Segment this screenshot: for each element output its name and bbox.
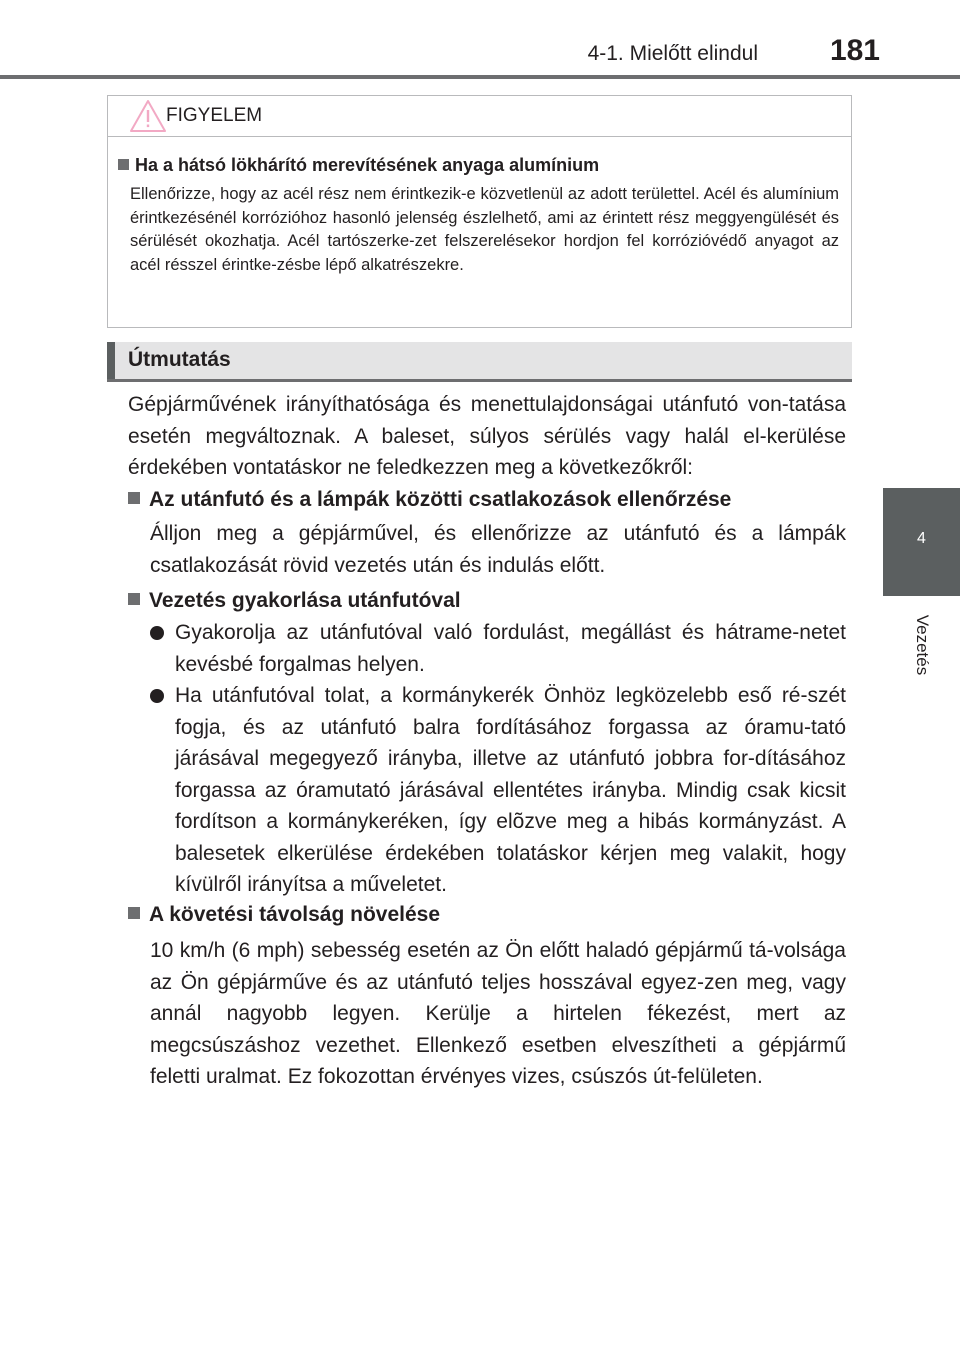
square-bullet-icon bbox=[128, 907, 140, 919]
chapter-label-text: Vezetés bbox=[912, 614, 932, 676]
section-intro: Gépjárművének irányíthatósága és menettulajdonságai utánfutó von-tatása esetén megváltoznak. A baleset, súlyos sérülés vagy halál el-kerülése érdekében vontatáskor ne feledkezzen meg a következőkről: bbox=[128, 393, 846, 479]
subheading-connections bbox=[128, 484, 731, 516]
section-heading-accent bbox=[107, 342, 115, 379]
caution-subheading-text: Ha a hátsó lökhárító merevítésének anyaga alumínium bbox=[135, 155, 600, 175]
subheading-following-distance bbox=[128, 899, 440, 931]
subheading-practice bbox=[128, 585, 461, 617]
round-bullet-icon bbox=[150, 689, 164, 703]
caution-subheading bbox=[118, 155, 599, 176]
warning-triangle-icon bbox=[128, 98, 168, 134]
subheading-text: Vezetés gyakorlása utánfutóval bbox=[149, 589, 461, 612]
bullet-reversing: Ha utánfutóval tolat, a kormánykerék Önhöz legközelebb eső ré-szét fogja, és az utánfutó balra fordításához forgassa az óramu-tató járásával megegyező irányba, illetve az utánfutó jobbra for-dításához forgassa az óramutató járásával ellentétes irányba. Mindig csak kicsit fordítson a kormánykeréken, így elõzve meg a hibás kormányzást. A balesetek elkerülése érdekében tolatáskor kérjen meg valakit, hogy kívülről irányítsa a műveletet. bbox=[175, 684, 846, 896]
section-title: Útmutatás bbox=[128, 348, 231, 371]
section-heading bbox=[107, 342, 852, 382]
round-bullet-icon bbox=[150, 626, 164, 640]
caution-body: Ellenőrizze, hogy az acél rész nem érintkezik-e közvetlenül az adott területtel. Acél és alumínium érintkezésénél korrózióhoz hasonló jelenség észlelhető, ami az érintett rész meggyengülését és sérülését okozhatja. Acél tartószerke-zet felszerelésekor hordjon fel korrózióvédő anyagot az acél résszel érintke-zésbe lépő alkatrészekre. bbox=[130, 185, 839, 274]
subheading-text: Az utánfutó és a lámpák közötti csatlakozások ellenőrzése bbox=[149, 488, 732, 511]
square-bullet-icon bbox=[128, 593, 140, 605]
caution-title: FIGYELEM bbox=[166, 105, 263, 126]
header-rule bbox=[0, 75, 960, 79]
paragraph-following-distance: 10 km/h (6 mph) sebesség esetén az Ön előtt haladó gépjármű tá-volsága az Ön gépjárműve és az utánfutó teljes hosszával egyez-zen meg, vagy annál nagyobb legyen. Kerülje a hirtelen fékezést, mert az megcsúszáshoz vezethet. Ellenkező esetben elveszítheti a gépjármű feletti uralmat. Ez fokozottan érvényes vizes, csúszós út-felületen. bbox=[150, 939, 846, 1088]
caution-header bbox=[108, 96, 851, 137]
bullet-practice-turning: Gyakorolja az utánfutóval való fordulást, megállást és hátrame-netet kevésbé forgalmas helyen. bbox=[175, 621, 846, 676]
chapter-number: 4 bbox=[917, 530, 926, 547]
square-bullet-icon bbox=[128, 492, 140, 504]
page-number: 181 bbox=[829, 34, 880, 67]
subheading-text: A követési távolság növelése bbox=[149, 903, 441, 926]
paragraph-connections: Álljon meg a gépjárművel, és ellenőrizze az utánfutó és a lámpák csatlakozását rövid vezetés után és indulás előtt. bbox=[150, 522, 846, 577]
square-bullet-icon bbox=[118, 159, 129, 170]
chapter-tab bbox=[883, 488, 960, 596]
running-header-section: 4-1. Mielőtt elindul bbox=[587, 42, 758, 65]
caution-box bbox=[107, 95, 852, 328]
chapter-label bbox=[883, 600, 960, 690]
